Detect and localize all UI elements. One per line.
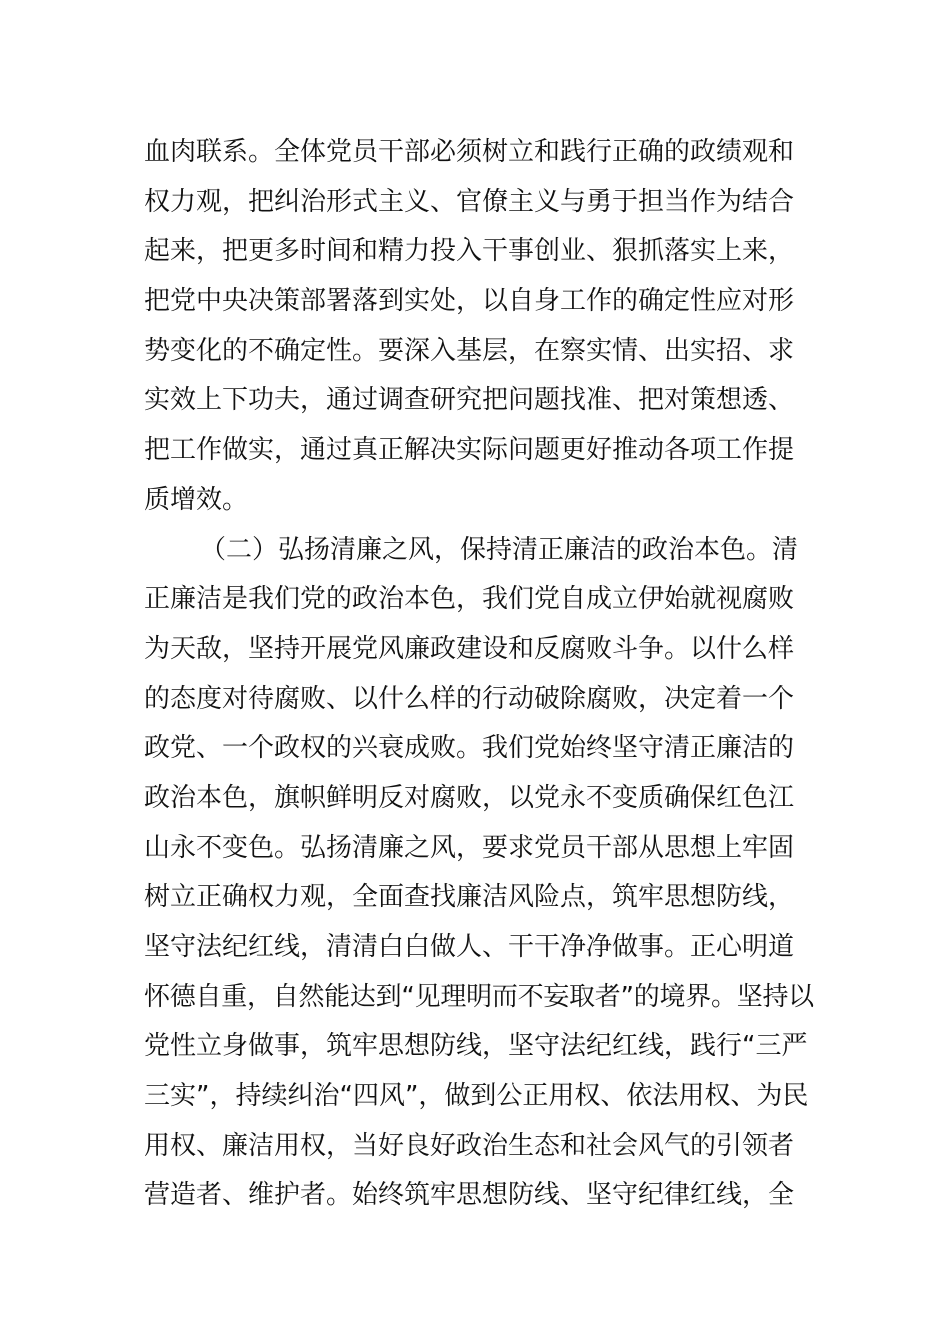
text-line: 势变化的不确定性。要深入基层，在察实情、出实招、求 bbox=[144, 335, 795, 366]
text-line: 政党、一个政权的兴衰成败。我们党始终坚守清正廉洁的 bbox=[144, 733, 795, 764]
text-line: 三实”，持续纠治“四风”，做到公正用权、依法用权、为民 bbox=[144, 1081, 809, 1112]
text-line: 为天敌，坚持开展党风廉政建设和反腐败斗争。以什么样 bbox=[144, 633, 795, 664]
text-line: 山永不变色。弘扬清廉之风，要求党员干部从思想上牢固 bbox=[144, 832, 795, 863]
text-line: 党性立身做事，筑牢思想防线，坚守法纪红线，践行“三严 bbox=[144, 1031, 808, 1062]
text-line: 树立正确权力观，全面查找廉洁风险点，筑牢思想防线， bbox=[144, 882, 795, 913]
text-line: 坚守法纪红线，清清白白做人、干干净净做事。正心明道 bbox=[144, 932, 795, 962]
body-text bbox=[144, 128, 814, 1221]
text-line: 怀德自重，自然能达到“见理明而不妄取者”的境界。坚持以 bbox=[144, 981, 814, 1012]
text-line: 政治本色，旗帜鲜明反对腐败，以党永不变质确保红色江 bbox=[144, 782, 795, 813]
text-line: 用权、廉洁用权，当好良好政治生态和社会风气的引领者 bbox=[144, 1130, 795, 1161]
text-line: 起来，把更多时间和精力投入干事创业、狠抓落实上来， bbox=[144, 236, 795, 267]
text-line: 的态度对待腐败、以什么样的行动破除腐败，决定着一个 bbox=[144, 683, 795, 714]
text-line: 正廉洁是我们党的政治本色，我们党自成立伊始就视腐败 bbox=[144, 584, 795, 615]
text-line: 血肉联系。全体党员干部必须树立和践行正确的政绩观和 bbox=[144, 137, 795, 167]
text-line: 权力观，把纠治形式主义、官僚主义与勇于担当作为结合 bbox=[144, 186, 795, 217]
text-line: 营造者、维护者。始终筑牢思想防线、坚守纪律红线，全 bbox=[144, 1180, 795, 1211]
section-heading-line: （二）弘扬清廉之风，保持清正廉洁的政治本色。清 bbox=[200, 534, 799, 565]
text-line: 实效上下功夫，通过调查研究把问题找准、把对策想透、 bbox=[144, 385, 795, 416]
text-line: 把工作做实，通过真正解决实际问题更好推动各项工作提 bbox=[144, 435, 795, 466]
text-line: 质增效。 bbox=[144, 484, 249, 515]
text-line: 把党中央决策部署落到实处，以自身工作的确定性应对形 bbox=[144, 286, 795, 317]
